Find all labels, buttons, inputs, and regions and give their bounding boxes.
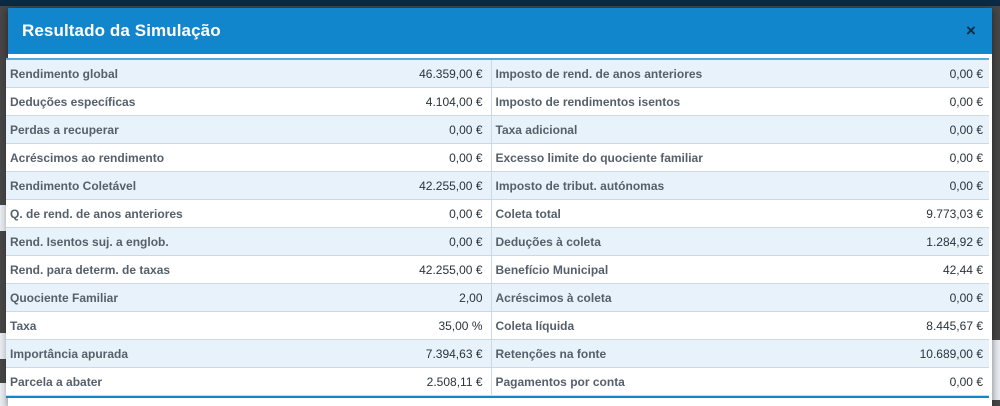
table-row	[6, 284, 989, 312]
right-value: 0,00 €	[771, 116, 989, 144]
left-label: Rendimento global	[6, 60, 281, 88]
table-row	[6, 228, 989, 256]
right-label: Pagamentos por conta	[491, 368, 771, 396]
table-row	[6, 88, 989, 116]
right-label: Acréscimos à coleta	[491, 284, 771, 312]
right-value: 0,00 €	[771, 172, 989, 200]
left-value: 4.104,00 €	[281, 88, 491, 116]
right-label: Retenções na fonte	[491, 340, 771, 368]
right-value: 1.284,92 €	[771, 228, 989, 256]
table-row	[6, 60, 989, 88]
table-row	[6, 200, 989, 228]
results-table-container	[6, 58, 990, 398]
right-label: Coleta líquida	[491, 312, 771, 340]
left-value: 0,00 €	[281, 144, 491, 172]
table-row	[6, 116, 989, 144]
left-value: 35,00 %	[281, 312, 491, 340]
right-label: Coleta total	[491, 200, 771, 228]
results-table	[6, 60, 989, 396]
table-row	[6, 256, 989, 284]
left-value: 0,00 €	[281, 200, 491, 228]
left-label: Quociente Familiar	[6, 284, 281, 312]
modal-title: Resultado da Simulação	[22, 21, 221, 40]
close-icon[interactable]: ×	[966, 21, 976, 40]
right-label: Imposto de rend. de anos anteriores	[491, 60, 771, 88]
right-value: 9.773,03 €	[771, 200, 989, 228]
right-value: 0,00 €	[771, 88, 989, 116]
left-value: 46.359,00 €	[281, 60, 491, 88]
right-label: Imposto de tribut. autónomas	[491, 172, 771, 200]
left-value: 42.255,00 €	[281, 256, 491, 284]
left-label: Rend. para determ. de taxas	[6, 256, 281, 284]
left-value: 7.394,63 €	[281, 340, 491, 368]
right-value: 0,00 €	[771, 144, 989, 172]
modal-header	[8, 8, 992, 54]
left-label: Taxa	[6, 312, 281, 340]
left-label: Parcela a abater	[6, 368, 281, 396]
table-row	[6, 368, 989, 396]
table-row	[6, 172, 989, 200]
table-row	[6, 340, 989, 368]
right-label: Taxa adicional	[491, 116, 771, 144]
right-value: 0,00 €	[771, 368, 989, 396]
right-value: 0,00 €	[771, 60, 989, 88]
left-label: Rend. Isentos suj. a englob.	[6, 228, 281, 256]
right-label: Excesso limite do quociente familiar	[491, 144, 771, 172]
right-value: 10.689,00 €	[771, 340, 989, 368]
left-label: Importância apurada	[6, 340, 281, 368]
right-value: 42,44 €	[771, 256, 989, 284]
right-label: Benefício Municipal	[491, 256, 771, 284]
left-label: Acréscimos ao rendimento	[6, 144, 281, 172]
left-value: 42.255,00 €	[281, 172, 491, 200]
left-label: Perdas a recuperar	[6, 116, 281, 144]
table-bottom-divider	[6, 396, 989, 398]
right-label: Deduções à coleta	[491, 228, 771, 256]
left-label: Deduções específicas	[6, 88, 281, 116]
left-label: Rendimento Coletável	[6, 172, 281, 200]
background-topbar	[0, 0, 1000, 6]
right-label: Imposto de rendimentos isentos	[491, 88, 771, 116]
right-value: 0,00 €	[771, 284, 989, 312]
left-value: 0,00 €	[281, 228, 491, 256]
right-value: 8.445,67 €	[771, 312, 989, 340]
table-row	[6, 312, 989, 340]
left-value: 0,00 €	[281, 116, 491, 144]
left-value: 2.508,11 €	[281, 368, 491, 396]
left-label: Q. de rend. de anos anteriores	[6, 200, 281, 228]
table-row	[6, 144, 989, 172]
left-value: 2,00	[281, 284, 491, 312]
